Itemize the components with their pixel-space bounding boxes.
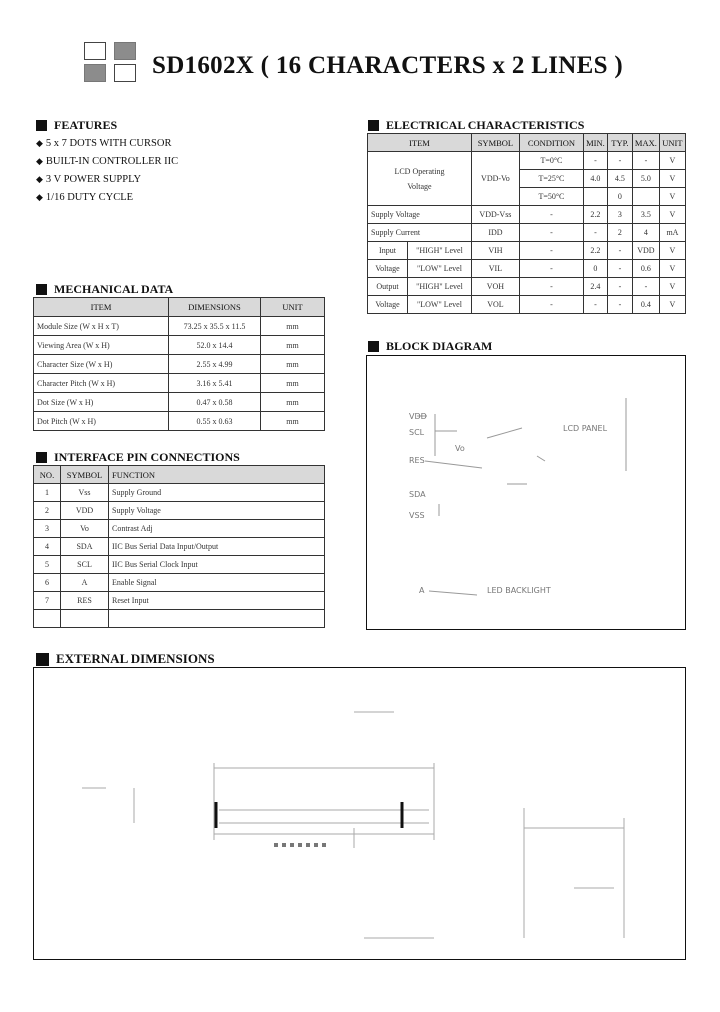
column-header: MAX.: [632, 134, 659, 152]
column-header: SYMBOL: [471, 134, 519, 152]
column-header: UNIT: [261, 298, 325, 317]
table-row: 5 SCL IIC Bus Serial Clock Input: [34, 556, 325, 574]
section-bullet-icon: [36, 120, 47, 131]
vo-label: Vo: [455, 444, 465, 453]
diamond-icon: ◆: [36, 138, 43, 148]
logo-square-br: [114, 64, 136, 82]
lcd-panel-label: LCD PANEL: [563, 424, 608, 433]
interface-heading: INTERFACE PIN CONNECTIONS: [36, 450, 240, 465]
a-label: A: [419, 586, 425, 595]
table-row: T=50°C 0 V: [368, 188, 686, 206]
diamond-icon: ◆: [36, 192, 43, 202]
column-header: UNIT: [659, 134, 685, 152]
logo-square-bl: [84, 64, 106, 82]
block-diagram-heading: BLOCK DIAGRAM: [368, 339, 492, 354]
logo-square-tr: [114, 42, 136, 60]
vss-label: VSS: [409, 511, 425, 520]
column-header: FUNCTION: [109, 466, 325, 484]
logo-square-tl: [84, 42, 106, 60]
scl-label: SCL: [409, 428, 425, 437]
column-header: ITEM: [34, 298, 169, 317]
table-row: 2 VDD Supply Voltage: [34, 502, 325, 520]
external-dimensions-heading: EXTERNAL DIMENSIONS: [36, 651, 215, 667]
section-bullet-icon: [36, 653, 49, 666]
table-row: Voltage "LOW" Level VOL - - - 0.4 V: [368, 296, 686, 314]
table-row: 4 SDA IIC Bus Serial Data Input/Output: [34, 538, 325, 556]
column-header: DIMENSIONS: [169, 298, 261, 317]
table-row: Module Size (W x H x T) 73.25 x 35.5 x 11.5 mm: [34, 317, 325, 336]
table-row: 1 Vss Supply Ground: [34, 484, 325, 502]
feature-item: ◆ 5 x 7 DOTS WITH CURSOR: [36, 138, 172, 149]
section-bullet-icon: [368, 341, 379, 352]
feature-item: ◆ BUILT-IN CONTROLLER IIC: [36, 156, 179, 167]
column-header: SYMBOL: [61, 466, 109, 484]
electrical-table: [367, 133, 686, 314]
feature-item: ◆ 3 V POWER SUPPLY: [36, 174, 142, 185]
column-header: ITEM: [368, 134, 472, 152]
block-diagram-panel: [366, 355, 686, 630]
sda-label: SDA: [409, 490, 426, 499]
table-row: 3 Vo Contrast Adj: [34, 520, 325, 538]
table-row: 6 A Enable Signal: [34, 574, 325, 592]
mechanical-heading: MECHANICAL DATA: [36, 282, 173, 297]
table-row: Output "HIGH" Level VOH - 2.4 - - V: [368, 278, 686, 296]
features-heading: FEATURES: [36, 118, 117, 133]
table-row: [34, 610, 325, 628]
mechanical-table: [33, 297, 325, 431]
section-bullet-icon: [36, 452, 47, 463]
section-bullet-icon: [36, 284, 47, 295]
table-row: LCD Operating Voltage VDD-Vo T=0°C - - - V: [368, 152, 686, 170]
diamond-icon: ◆: [36, 156, 43, 166]
table-row: Dot Size (W x H) 0.47 x 0.58 mm: [34, 393, 325, 412]
table-row: Character Pitch (W x H) 3.16 x 5.41 mm: [34, 374, 325, 393]
table-row: Voltage "LOW" Level VIL - 0 - 0.6 V: [368, 260, 686, 278]
diamond-icon: ◆: [36, 174, 43, 184]
table-row: Supply Voltage VDD-Vss - 2.2 3 3.5 V: [368, 206, 686, 224]
section-bullet-icon: [368, 120, 379, 131]
column-header: MIN.: [583, 134, 607, 152]
table-row: Character Size (W x H) 2.55 x 4.99 mm: [34, 355, 325, 374]
column-header: CONDITION: [519, 134, 583, 152]
feature-item: ◆ 1/16 DUTY CYCLE: [36, 192, 134, 203]
table-row: Supply Current IDD - - 2 4 mA: [368, 224, 686, 242]
column-header: NO.: [34, 466, 61, 484]
table-row: 7 RES Reset Input: [34, 592, 325, 610]
table-row: Viewing Area (W x H) 52.0 x 14.4 mm: [34, 336, 325, 355]
external-dimensions-panel: [33, 667, 686, 960]
dimension-drawing: [34, 668, 685, 959]
table-row: Dot Pitch (W x H) 0.55 x 0.63 mm: [34, 412, 325, 431]
column-header: TYP.: [607, 134, 632, 152]
res-label: RES: [409, 456, 425, 465]
led-backlight-label: LED BACKLIGHT: [487, 586, 551, 595]
table-row: Input "HIGH" Level VIH - 2.2 - VDD V: [368, 242, 686, 260]
interface-table: [33, 465, 325, 628]
electrical-heading: ELECTRICAL CHARACTERISTICS: [368, 118, 584, 133]
vdd-label: VDD: [409, 412, 427, 421]
table-row: T=25°C 4.0 4.5 5.0 V: [368, 170, 686, 188]
page-title: SD1602X ( 16 CHARACTERS x 2 LINES ): [152, 52, 623, 79]
